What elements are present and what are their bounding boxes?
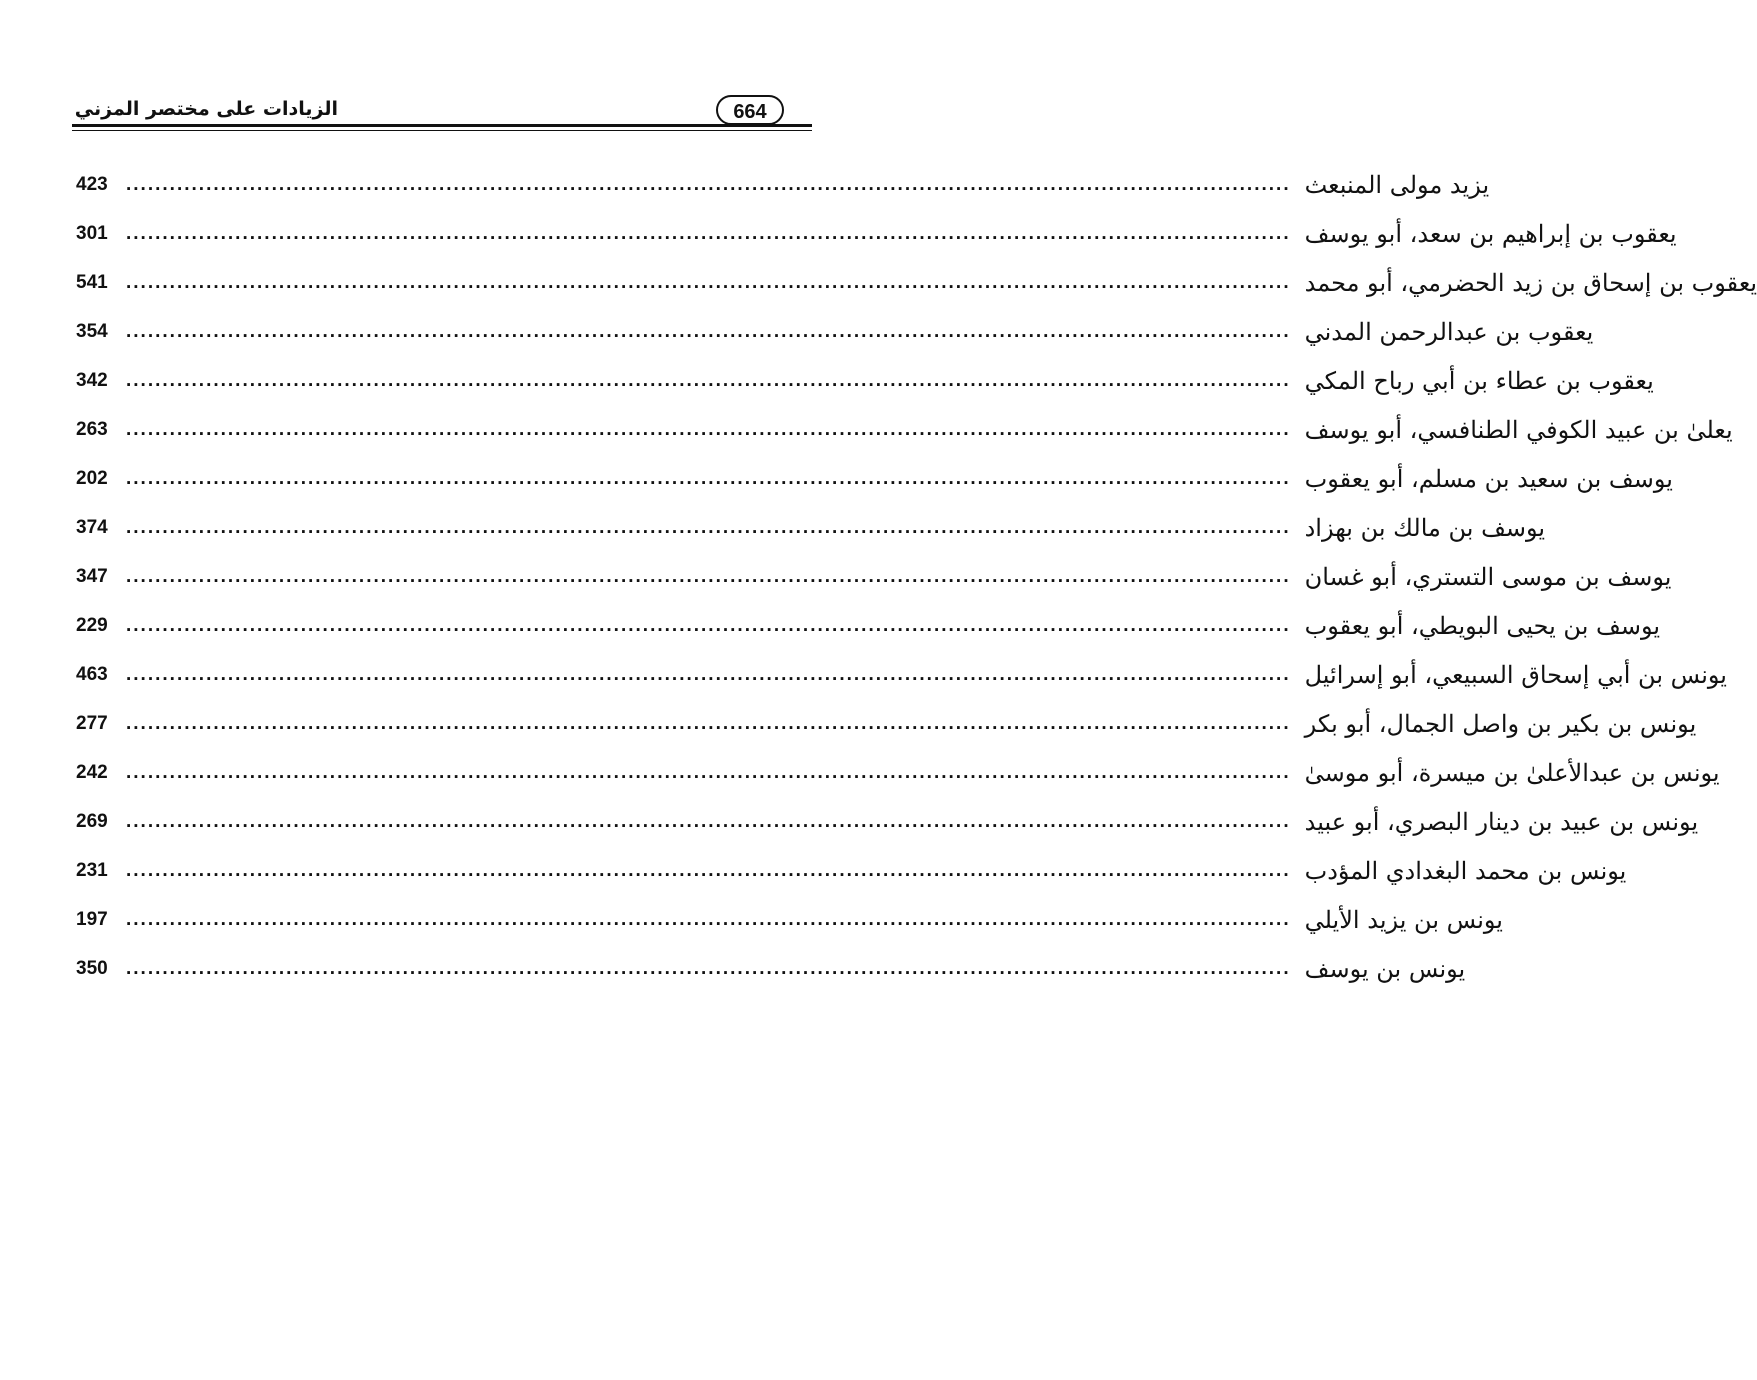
entry-name: يزيد مولى المنبعث (1304, 170, 1490, 199)
dot-leader: ................................................................................................................................................................ (126, 614, 1291, 636)
index-entry (76, 944, 1466, 993)
dot-leader: ................................................................................................................................................................ (126, 957, 1291, 979)
index-entry (76, 503, 1546, 552)
entry-name: يونس بن يزيد الأيلي (1304, 905, 1503, 934)
header-rule (72, 124, 812, 127)
entry-name: يعقوب بن إبراهيم بن سعد، أبو يوسف (1304, 219, 1677, 248)
index-list (76, 160, 1757, 993)
dot-leader: ................................................................................................................................................................ (126, 712, 1291, 734)
entry-page-number: 263 (76, 418, 108, 440)
dot-leader: ................................................................................................................................................................ (126, 369, 1291, 391)
entry-name: يوسف بن مالك بن بهزاد (1304, 513, 1546, 542)
dot-leader: ................................................................................................................................................................ (126, 271, 1291, 293)
entry-page-number: 541 (76, 271, 108, 293)
entry-name: يونس بن محمد البغدادي المؤدب (1304, 856, 1627, 885)
entry-name: يوسف بن يحيى البويطي، أبو يعقوب (1304, 611, 1661, 640)
entry-name: يونس بن عبدالأعلىٰ بن ميسرة، أبو موسىٰ (1304, 758, 1720, 787)
entry-name: يونس بن أبي إسحاق السبيعي، أبو إسرائيل (1304, 660, 1727, 689)
index-entry (76, 699, 1697, 748)
entry-name: يعلىٰ بن عبيد الكوفي الطنافسي، أبو يوسف (1304, 415, 1733, 444)
index-entry (76, 650, 1727, 699)
index-entry (76, 797, 1699, 846)
entry-name: يونس بن بكير بن واصل الجمال، أبو بكر (1304, 709, 1697, 738)
index-entry (76, 307, 1594, 356)
dot-leader: ................................................................................................................................................................ (126, 222, 1291, 244)
entry-name: يعقوب بن إسحاق بن زيد الحضرمي، أبو محمد (1304, 268, 1757, 297)
dot-leader: ................................................................................................................................................................ (126, 859, 1291, 881)
index-entry (76, 895, 1503, 944)
entry-page-number: 347 (76, 565, 108, 587)
entry-name: يوسف بن سعيد بن مسلم، أبو يعقوب (1304, 464, 1673, 493)
entry-name: يونس بن عبيد بن دينار البصري، أبو عبيد (1304, 807, 1699, 836)
entry-page-number: 301 (76, 222, 108, 244)
dot-leader: ................................................................................................................................................................ (126, 761, 1291, 783)
index-entry (76, 601, 1661, 650)
dot-leader: ................................................................................................................................................................ (126, 418, 1291, 440)
index-entry (76, 552, 1672, 601)
index-entry (76, 748, 1720, 797)
index-entry (76, 258, 1757, 307)
header-rule-thin (72, 130, 812, 131)
index-entry (76, 209, 1677, 258)
entry-name: يوسف بن موسى التستري، أبو غسان (1304, 562, 1672, 591)
entry-page-number: 342 (76, 369, 108, 391)
entry-page-number: 242 (76, 761, 108, 783)
index-entry (76, 356, 1654, 405)
page-number-badge: 664 (716, 95, 784, 125)
entry-page-number: 374 (76, 516, 108, 538)
dot-leader: ................................................................................................................................................................ (126, 810, 1291, 832)
entry-page-number: 350 (76, 957, 108, 979)
entry-page-number: 197 (76, 908, 108, 930)
dot-leader: ................................................................................................................................................................ (126, 173, 1291, 195)
book-title: الزيادات على مختصر المزني (74, 98, 338, 120)
entry-page-number: 229 (76, 614, 108, 636)
entry-name: يعقوب بن عطاء بن أبي رباح المكي (1304, 366, 1654, 395)
index-entry (76, 160, 1490, 209)
index-entry (76, 846, 1627, 895)
dot-leader: ................................................................................................................................................................ (126, 565, 1291, 587)
dot-leader: ................................................................................................................................................................ (126, 516, 1291, 538)
dot-leader: ................................................................................................................................................................ (126, 467, 1291, 489)
dot-leader: ................................................................................................................................................................ (126, 320, 1291, 342)
entry-page-number: 277 (76, 712, 108, 734)
entry-name: يونس بن يوسف (1304, 954, 1466, 983)
page-header (0, 0, 948, 140)
index-entry (76, 454, 1673, 503)
entry-name: يعقوب بن عبدالرحمن المدني (1304, 317, 1594, 346)
dot-leader: ................................................................................................................................................................ (126, 908, 1291, 930)
entry-page-number: 231 (76, 859, 108, 881)
entry-page-number: 463 (76, 663, 108, 685)
index-entry (76, 405, 1733, 454)
dot-leader: ................................................................................................................................................................ (126, 663, 1291, 685)
entry-page-number: 354 (76, 320, 108, 342)
entry-page-number: 269 (76, 810, 108, 832)
entry-page-number: 202 (76, 467, 108, 489)
entry-page-number: 423 (76, 173, 108, 195)
